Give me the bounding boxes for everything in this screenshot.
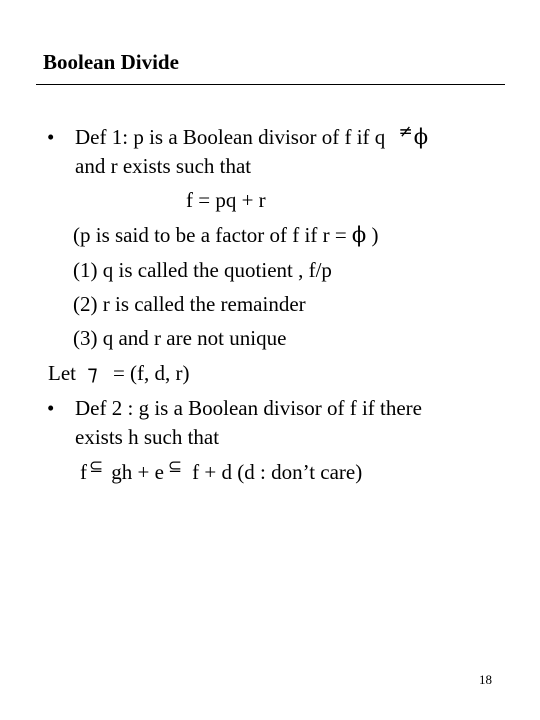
def1-line1 <box>75 124 428 152</box>
def1-line2: and r exists such that <box>75 154 252 178</box>
def1-factor-note <box>73 222 379 248</box>
def1-bullet: • <box>47 125 55 149</box>
def1-item-1: (1) q is called the quotient , f/p <box>73 258 332 282</box>
phi-symbol: ϕ <box>413 125 429 149</box>
def1-equation: f = pq + r <box>186 188 266 212</box>
tuple-symbol: ⁊ <box>87 361 98 385</box>
subseteq-symbol-2: ⊆ <box>167 457 183 477</box>
def1-item-3: (3) q and r are not unique <box>73 326 287 350</box>
relation-end: f + d (d : don’t care) <box>192 460 363 484</box>
def1-line1-text: Def 1: p is a Boolean divisor of f if q <box>75 125 386 149</box>
title-divider <box>36 84 505 85</box>
relation-f: f <box>80 460 87 484</box>
not-equal-symbol: ≠ <box>398 122 413 142</box>
let-label: Let <box>48 361 76 385</box>
page-number: 18 <box>479 672 492 687</box>
let-tuple: = (f, d, r) <box>112 361 190 385</box>
factor-phi-symbol: ϕ <box>351 223 367 247</box>
factor-note-close: ) <box>371 223 379 247</box>
def2-relation <box>80 459 362 487</box>
def1-item-2: (2) r is called the remainder <box>73 292 306 316</box>
slide-title: Boolean Divide <box>43 50 179 74</box>
def2-line2: exists h such that <box>75 425 220 449</box>
subseteq-symbol-1: ⊆ <box>89 457 104 477</box>
let-line <box>48 360 190 386</box>
relation-middle: gh + e <box>111 460 164 484</box>
def2-bullet: • <box>47 396 55 420</box>
factor-note-text: (p is said to be a factor of f if r = <box>73 223 347 247</box>
def2-line1: Def 2 : g is a Boolean divisor of f if there <box>75 396 422 420</box>
